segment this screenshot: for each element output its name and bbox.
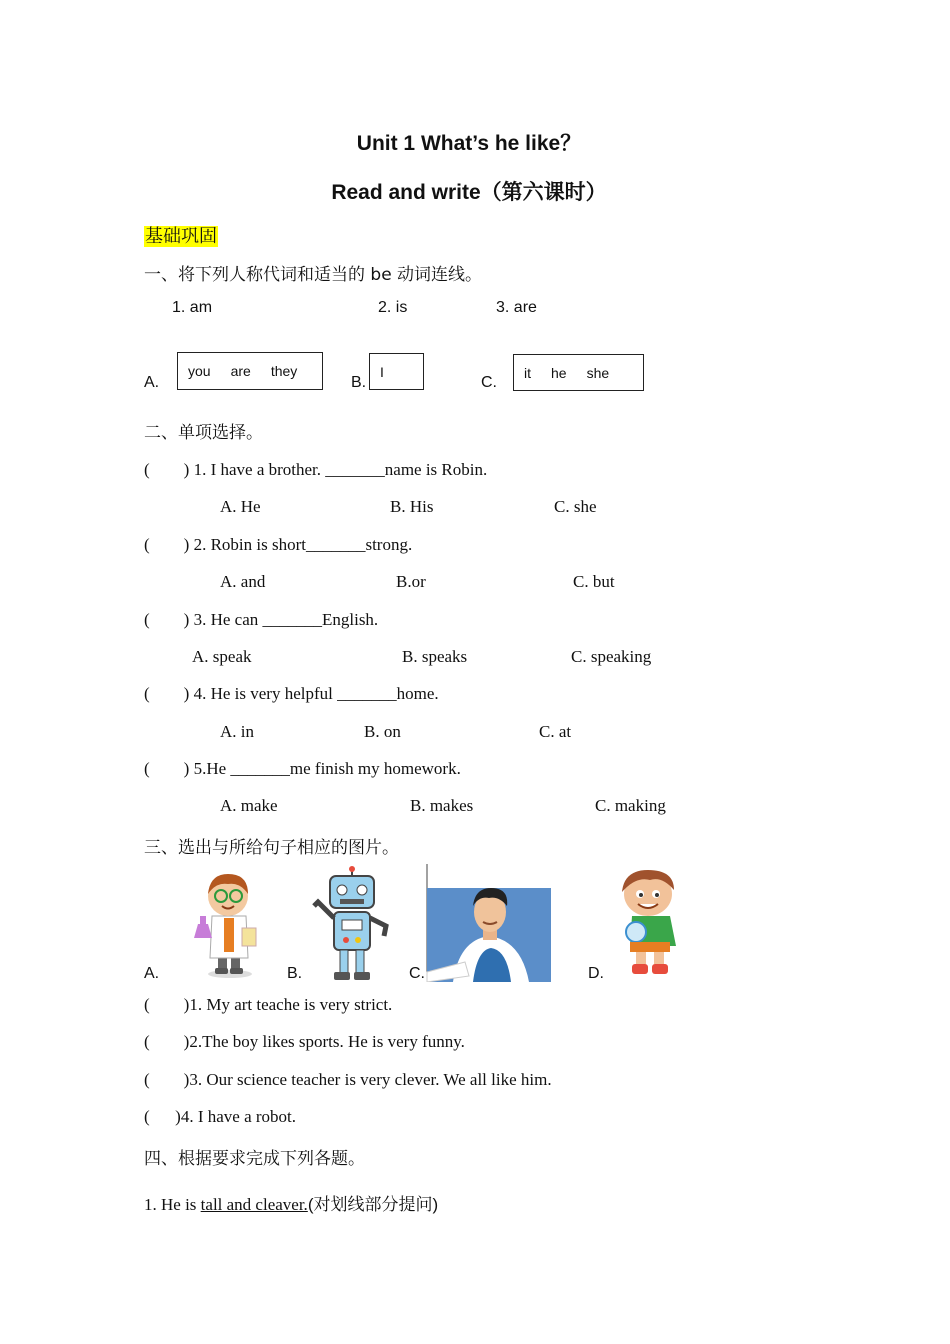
question-4: ( ) 4. He is very helpful _______home. (144, 684, 439, 703)
question-5: ( ) 5.He _______me finish my homework. (144, 759, 461, 778)
box-c-she: she (586, 364, 610, 381)
label-b: B. (351, 374, 367, 391)
box-c-he: he (551, 364, 567, 381)
question-2: ( ) 2. Robin is short_______strong. (144, 535, 413, 554)
section1-heading: 一、将下列人称代词和适当的 be 动词连线。 (144, 265, 483, 285)
verb-am: 1. am (172, 299, 213, 316)
box-c-it: it (524, 364, 531, 381)
q3-option-b: B. speaks (402, 647, 468, 666)
q4-option-b: B. on (364, 722, 401, 741)
q1-option-a: A. He (220, 497, 261, 516)
box-b (369, 353, 424, 390)
sporty-boy-picture (614, 866, 690, 980)
q5-option-a: A. make (220, 796, 278, 815)
q1-underlined: tall and cleaver. (200, 1195, 308, 1214)
q5-option-c: C. making (595, 796, 666, 815)
box-a-are: are (230, 363, 251, 379)
basic-label-text: 基础巩固 (145, 226, 217, 247)
title-line2: Read and write（第六课时） (331, 181, 607, 204)
sentence-1: ( )1. My art teache is very strict. (144, 995, 393, 1014)
teacher-picture (425, 862, 551, 982)
q1-option-c: C. she (554, 497, 597, 516)
question-3: ( ) 3. He can _______English. (144, 610, 379, 629)
pic-label-a: A. (144, 965, 160, 982)
q1-suffix: (对划线部分提问) (307, 1195, 439, 1214)
q3-option-c: C. speaking (571, 647, 652, 666)
q1-prefix: 1. He is (144, 1195, 201, 1214)
section2-heading: 二、单项选择。 (144, 423, 263, 443)
label-c: C. (481, 374, 497, 391)
q2-option-c: C. but (573, 572, 615, 591)
sentence-3: ( )3. Our science teacher is very clever. We all like him. (144, 1070, 552, 1089)
box-a-you: you (188, 363, 211, 379)
robot-picture (310, 866, 394, 982)
q4-option-a: A. in (220, 722, 254, 741)
box-a (177, 352, 323, 390)
verb-is: 2. is (378, 299, 408, 316)
verb-are: 3. are (496, 299, 537, 316)
section4-question-1 (144, 1190, 438, 1215)
q2-option-b: B.or (396, 572, 426, 591)
q5-option-b: B. makes (410, 796, 474, 815)
section4-heading: 四、根据要求完成下列各题。 (144, 1149, 365, 1169)
box-c (513, 354, 644, 391)
box-b-i: I (380, 364, 384, 380)
q3-option-a: A. speak (192, 647, 252, 666)
q1-option-b: B. His (390, 497, 434, 516)
q4-option-c: C. at (539, 722, 572, 741)
q2-option-a: A. and (220, 572, 266, 591)
box-a-they: they (270, 363, 298, 379)
sentence-4: ( )4. I have a robot. (144, 1107, 297, 1126)
sentence-2: ( )2.The boy likes sports. He is very funny. (144, 1032, 465, 1051)
pic-label-d: D. (588, 965, 604, 982)
basic-label (144, 222, 218, 248)
pic-label-b: B. (287, 965, 303, 982)
pic-label-c: C. (409, 965, 425, 982)
label-a: A. (144, 374, 160, 391)
question-1: ( ) 1. I have a brother. _______name is Robin. (144, 460, 488, 479)
scientist-boy-picture (190, 866, 268, 978)
section3-heading: 三、选出与所给句子相应的图片。 (144, 838, 399, 858)
title-line1: Unit 1 What’s he like？ (356, 132, 582, 155)
